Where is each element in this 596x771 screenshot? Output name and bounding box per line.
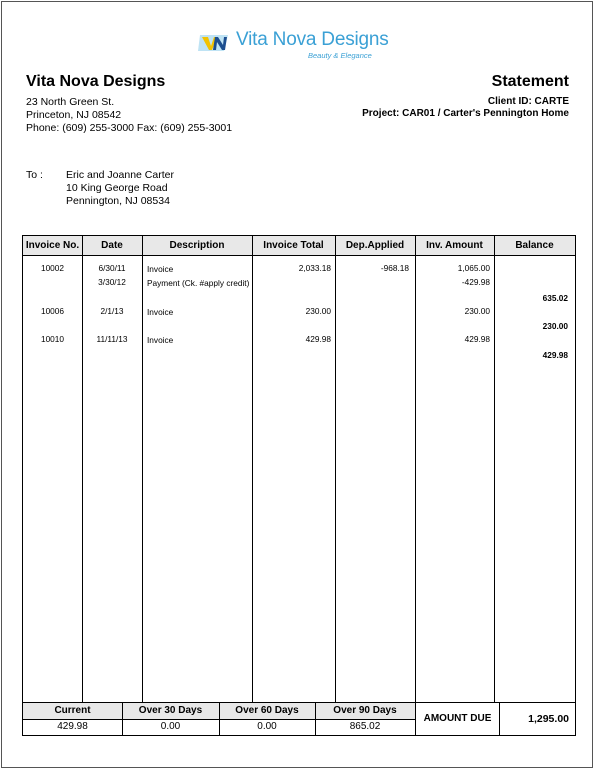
company-phone-fax: Phone: (609) 255-3000 Fax: (609) 255-3001 xyxy=(26,122,233,134)
aging-header-current: Current xyxy=(54,705,91,716)
row1-invoice-total: 2,033.18 xyxy=(298,263,331,273)
aging-header-over-30: Over 30 Days xyxy=(138,705,203,716)
aging-current-value: 429.98 xyxy=(57,721,88,732)
row3-inv-amount: 230.00 xyxy=(464,306,490,316)
header-dep-applied: Dep.Applied xyxy=(345,240,405,251)
aging-header-over-60: Over 60 Days xyxy=(235,705,299,716)
statement-title: Statement xyxy=(491,73,569,90)
balance-2: 230.00 xyxy=(542,321,568,331)
aging-over-90-value: 865.02 xyxy=(349,721,381,732)
company-logo xyxy=(198,27,408,61)
company-address-line2: Princeton, NJ 08542 xyxy=(26,109,122,121)
logo-name: Vita Nova Designs xyxy=(236,29,389,50)
amount-due-box xyxy=(415,702,576,736)
balance-3: 429.98 xyxy=(542,350,568,360)
row4-invoice-total: 429.98 xyxy=(305,334,331,344)
row3-invoice-no: 10006 xyxy=(40,306,65,316)
project-line: Project: CAR01 / Carter's Pennington Home xyxy=(362,108,569,119)
balance-1: 635.02 xyxy=(542,293,568,303)
header-invoice-total: Invoice Total xyxy=(263,240,324,251)
row3-description: Invoice xyxy=(147,307,174,317)
header-inv-amount: Inv. Amount xyxy=(426,240,483,251)
to-label: To : xyxy=(26,169,43,181)
column-divider xyxy=(335,236,336,702)
recipient-address-line1: 10 King George Road xyxy=(66,182,168,194)
amount-due-label: AMOUNT DUE xyxy=(423,713,492,724)
row1-date: 6/30/11 xyxy=(98,263,126,273)
row4-date: 11/11/13 xyxy=(96,334,128,344)
column-divider xyxy=(494,236,495,702)
amount-due-value: 1,295.00 xyxy=(528,713,569,725)
row2-date: 3/30/12 xyxy=(98,277,126,287)
row4-description: Invoice xyxy=(147,335,174,345)
client-id: Client ID: CARTE xyxy=(487,96,569,107)
header-invoice-no: Invoice No. xyxy=(25,240,80,251)
row2-inv-amount: -429.98 xyxy=(461,277,490,287)
aging-summary xyxy=(22,702,416,736)
aging-over-60-value: 0.00 xyxy=(257,721,277,732)
row4-invoice-no: 10010 xyxy=(40,334,65,344)
logo-tagline: Beauty & Elegance xyxy=(308,51,372,60)
header-description: Description xyxy=(169,240,225,251)
header-date: Date xyxy=(101,240,123,251)
row1-inv-amount: 1,065.00 xyxy=(457,263,490,273)
row1-dep-applied: -968.18 xyxy=(380,263,409,273)
row1-invoice-no: 10002 xyxy=(40,263,65,273)
aging-header-over-90: Over 90 Days xyxy=(333,705,397,716)
amount-due-divider xyxy=(499,703,500,735)
logo-mark-icon xyxy=(198,33,232,53)
row1-description: Invoice xyxy=(147,264,174,274)
company-name: Vita Nova Designs xyxy=(26,73,166,90)
row3-invoice-total: 230.00 xyxy=(305,306,331,316)
recipient-address-line2: Pennington, NJ 08534 xyxy=(66,195,170,207)
row4-inv-amount: 429.98 xyxy=(464,334,490,344)
statement-table xyxy=(22,235,576,703)
row3-date: 2/1/13 xyxy=(100,306,124,316)
aging-over-30-value: 0.00 xyxy=(160,721,181,732)
column-divider xyxy=(142,236,143,702)
recipient-name: Eric and Joanne Carter xyxy=(66,169,174,181)
company-address-line1: 23 North Green St. xyxy=(26,96,115,108)
row2-description: Payment (Ck. #apply credit) xyxy=(147,278,250,288)
table-header-row xyxy=(23,236,575,256)
header-balance: Balance xyxy=(515,240,554,251)
